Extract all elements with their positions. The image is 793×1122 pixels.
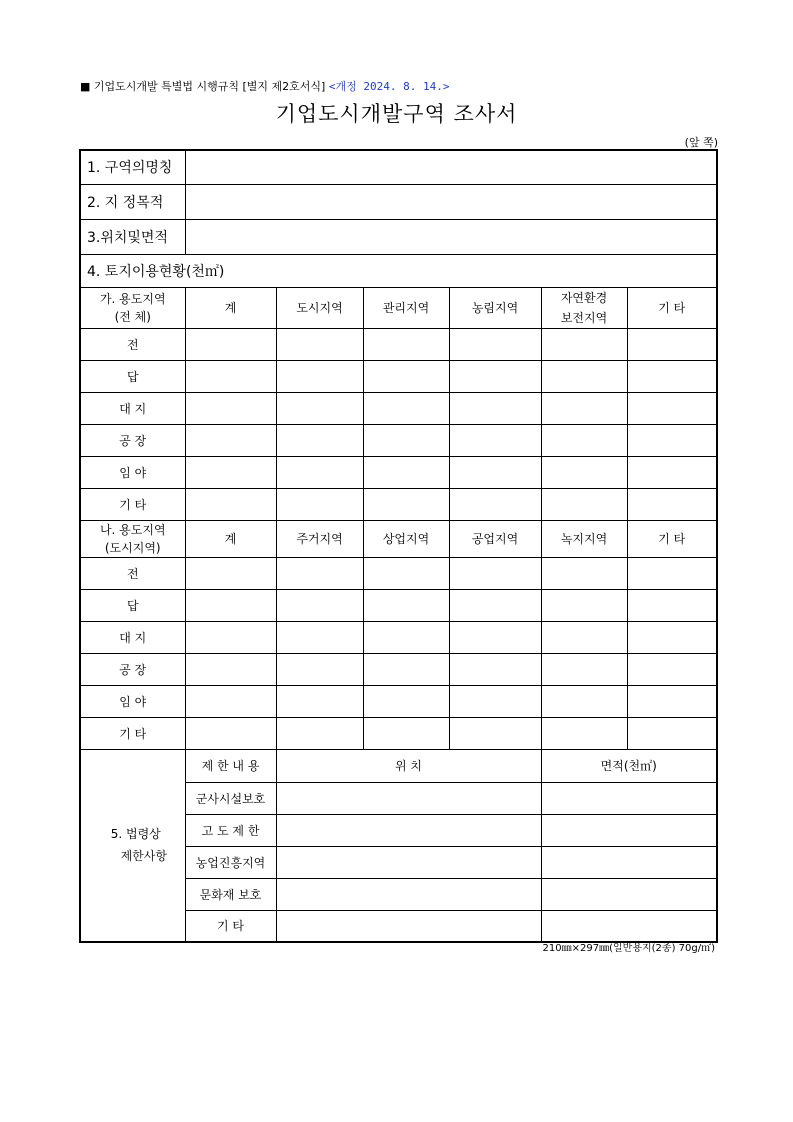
restriction-area-cell[interactable] [541,878,717,910]
restriction-row-label: 농업진흥지역 [185,846,276,878]
part-b-col-total: 계 [185,520,276,557]
data-cell[interactable] [363,488,449,520]
data-cell[interactable] [541,456,627,488]
part-b-row-label: 답 [80,589,185,621]
page-side-label: (앞 쪽) [684,136,718,149]
paper-spec-footer: 210㎜×297㎜(일반용지(2종) 70g/㎡) [542,943,715,954]
data-cell[interactable] [449,328,541,360]
data-cell[interactable] [627,456,717,488]
data-cell[interactable] [627,557,717,589]
data-cell[interactable] [627,328,717,360]
part-b-col-green: 녹지지역 [541,520,627,557]
data-cell[interactable] [627,424,717,456]
designation-purpose-label: 2. 지 정목적 [80,184,185,219]
part-a-row-label: 임 야 [80,456,185,488]
part-b-col-commercial: 상업지역 [363,520,449,557]
part-a-heading-line2: (전 체) [114,309,151,324]
data-cell[interactable] [363,717,449,749]
restriction-location-header: 위 치 [276,749,541,782]
data-cell[interactable] [363,360,449,392]
page-title: 기업도시개발구역 조사서 [275,102,518,126]
legal-restrictions-line1: 5. 법령상 [110,827,161,842]
designation-purpose-field[interactable] [185,184,717,219]
data-cell[interactable] [449,424,541,456]
data-cell[interactable] [627,392,717,424]
data-cell[interactable] [541,488,627,520]
data-cell[interactable] [449,392,541,424]
data-cell[interactable] [541,557,627,589]
part-b-col-other: 기 타 [627,520,717,557]
data-cell[interactable] [627,589,717,621]
data-cell[interactable] [276,328,363,360]
location-area-field[interactable] [185,219,717,254]
restriction-row-label: 군사시설보호 [185,782,276,814]
restriction-area-header: 면적(천㎡) [541,749,717,782]
data-cell[interactable] [627,488,717,520]
data-cell[interactable] [185,360,276,392]
data-cell[interactable] [363,328,449,360]
legal-restrictions-label [80,749,185,942]
data-cell[interactable] [449,360,541,392]
legal-reference: ■ 기업도시개발 특별법 시행규칙 [별지 제2호서식] [80,80,326,93]
part-a-heading [80,287,185,328]
data-cell[interactable] [363,653,449,685]
data-cell[interactable] [541,589,627,621]
data-cell[interactable] [363,392,449,424]
data-cell[interactable] [185,328,276,360]
data-cell[interactable] [185,685,276,717]
data-cell[interactable] [627,653,717,685]
data-cell[interactable] [276,488,363,520]
data-cell[interactable] [363,621,449,653]
part-a-row-label: 공 장 [80,424,185,456]
data-cell[interactable] [541,360,627,392]
part-a-row-label: 전 [80,328,185,360]
data-cell[interactable] [276,557,363,589]
data-cell[interactable] [541,328,627,360]
restriction-area-cell[interactable] [541,846,717,878]
data-cell[interactable] [363,456,449,488]
district-name-field[interactable] [185,150,717,184]
part-b-heading-line2: (도시지역) [104,540,161,555]
data-cell[interactable] [276,685,363,717]
part-a-col-nature-conservation: 자연환경 보전지역 [541,287,627,328]
part-b-row-label: 임 야 [80,685,185,717]
data-cell[interactable] [363,685,449,717]
part-b-row-label: 전 [80,557,185,589]
data-cell[interactable] [276,424,363,456]
data-cell[interactable] [363,424,449,456]
data-cell[interactable] [185,456,276,488]
data-cell[interactable] [449,717,541,749]
data-cell[interactable] [185,717,276,749]
part-a-col-other: 기 타 [627,287,717,328]
data-cell[interactable] [541,717,627,749]
data-cell[interactable] [541,621,627,653]
data-cell[interactable] [276,392,363,424]
data-cell[interactable] [185,589,276,621]
data-cell[interactable] [449,589,541,621]
part-a-col-urban: 도시지역 [276,287,363,328]
data-cell[interactable] [449,621,541,653]
data-cell[interactable] [627,717,717,749]
land-use-status-label: 4. 토지이용현황(천㎡) [80,254,717,287]
restriction-location-cell[interactable] [276,878,541,910]
part-a-col-total: 계 [185,287,276,328]
data-cell[interactable] [185,557,276,589]
part-b-col-industrial: 공업지역 [449,520,541,557]
part-a-row-label: 답 [80,360,185,392]
data-cell[interactable] [185,621,276,653]
data-cell[interactable] [449,557,541,589]
restriction-area-cell[interactable] [541,782,717,814]
data-cell[interactable] [185,392,276,424]
data-cell[interactable] [627,621,717,653]
data-cell[interactable] [449,685,541,717]
data-cell[interactable] [276,360,363,392]
revision-date: <개정 2024. 8. 14.> [328,80,450,93]
restriction-row-label: 기 타 [185,910,276,942]
data-cell[interactable] [185,424,276,456]
restriction-content-header: 제 한 내 용 [185,749,276,782]
data-cell[interactable] [185,488,276,520]
data-cell[interactable] [541,653,627,685]
part-b-row-label: 공 장 [80,653,185,685]
data-cell[interactable] [363,589,449,621]
data-cell[interactable] [276,621,363,653]
location-area-label: 3.위치및면적 [80,219,185,254]
form-header [80,80,449,94]
data-cell[interactable] [449,488,541,520]
legal-restrictions-line2: 제한사항 [120,849,167,864]
data-cell[interactable] [449,456,541,488]
data-cell[interactable] [627,685,717,717]
survey-form-table [79,149,718,943]
restriction-area-cell[interactable] [541,814,717,846]
data-cell[interactable] [276,456,363,488]
part-a-row-label: 기 타 [80,488,185,520]
part-a-col-management: 관리지역 [363,287,449,328]
data-cell[interactable] [276,717,363,749]
data-cell[interactable] [276,589,363,621]
part-a-col-agri-forest: 농림지역 [449,287,541,328]
restriction-area-cell[interactable] [541,910,717,942]
data-cell[interactable] [541,392,627,424]
part-b-row-label: 대 지 [80,621,185,653]
part-b-heading-line1: 나. 용도지역 [99,522,166,537]
data-cell[interactable] [627,360,717,392]
data-cell[interactable] [185,653,276,685]
part-b-col-residential: 주거지역 [276,520,363,557]
restriction-row-label: 문화재 보호 [185,878,276,910]
part-a-row-label: 대 지 [80,392,185,424]
data-cell[interactable] [276,653,363,685]
data-cell[interactable] [541,685,627,717]
part-b-row-label: 기 타 [80,717,185,749]
part-a-heading-line1: 가. 용도지역 [99,291,166,306]
restriction-row-label: 고 도 제 한 [185,814,276,846]
restriction-location-cell[interactable] [276,814,541,846]
restriction-location-cell[interactable] [276,846,541,878]
restriction-location-cell[interactable] [276,782,541,814]
data-cell[interactable] [541,424,627,456]
district-name-label: 1. 구역의명칭 [80,150,185,184]
restriction-location-cell[interactable] [276,910,541,942]
part-b-heading [80,520,185,557]
data-cell[interactable] [363,557,449,589]
data-cell[interactable] [449,653,541,685]
